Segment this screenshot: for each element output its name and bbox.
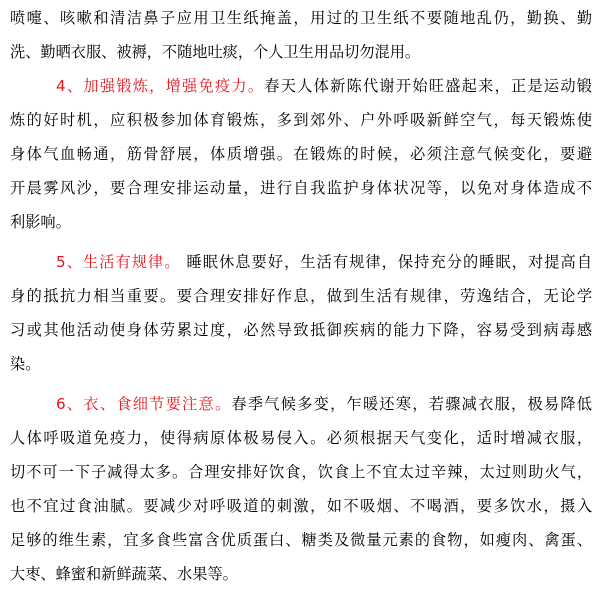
line-text: 炼的好时机，应积极参加体育锻炼，多到郊外、户外呼吸新鲜空气，每天锻炼使	[10, 111, 592, 129]
text-line	[10, 352, 592, 376]
line-text: 睡眠休息要好，生活有规律，保持充分的睡眠，对提高自	[180, 253, 592, 271]
section-heading: 4、加强锻炼，增强免疫力。	[56, 77, 265, 95]
text-line	[10, 528, 592, 552]
line-text: 足够的维生素，宜多食些富含优质蛋白、糖类及微量元素的食物，如瘦肉、禽蛋、	[10, 531, 592, 549]
line-text: 春天人体新陈代谢开始旺盛起来，正是运动锻	[264, 77, 592, 95]
line-text: 春季气候多变，乍暖还寒，若骤减衣服，极易降低	[231, 395, 592, 413]
text-line	[56, 392, 592, 416]
section-heading: 5、生活有规律。	[56, 253, 181, 271]
line-text: 习或其他活动使身体劳累过度，必然导致抵御疾病的能力下降，容易受到病毒感	[10, 321, 592, 339]
line-text: 也不宜过食油腻。要减少对呼吸道的刺激，如不吸烟、不喝酒，要多饮水，摄入	[10, 497, 592, 515]
line-text: 洗、勤晒衣服、被褥，不随地吐痰，个人卫生用品切勿混用。	[10, 43, 421, 61]
line-text: 利影响。	[10, 213, 71, 231]
line-text: 切不可一下子减得太多。合理安排好饮食，饮食上不宜太过辛辣，太过则助火气，	[10, 463, 592, 481]
text-line	[10, 210, 592, 234]
line-text: 开晨雾风沙，要合理安排运动量，进行自我监护身体状况等，以免对身体造成不	[10, 179, 592, 197]
line-text: 大枣、蜂蜜和新鲜蔬菜、水果等。	[10, 565, 238, 583]
line-text: 染。	[10, 355, 41, 373]
text-line	[10, 108, 592, 132]
text-line	[10, 142, 592, 166]
line-text: 身的抵抗力相当重要。要合理安排好作息，做到生活有规律，劳逸结合，无论学	[10, 287, 592, 305]
text-line	[10, 176, 592, 200]
text-line	[10, 426, 592, 450]
text-line	[56, 250, 592, 274]
line-text: 人体呼吸道免疫力，使得病原体极易侵入。必须根据天气变化，适时增减衣服，	[10, 429, 592, 447]
section-heading: 6、衣、食细节要注意。	[56, 395, 232, 413]
text-line	[56, 74, 592, 98]
text-line	[10, 494, 592, 518]
text-line	[10, 562, 592, 586]
line-text: 喷嚏、咳嗽和清洁鼻子应用卫生纸掩盖，用过的卫生纸不要随地乱仍，勤换、勤	[10, 9, 592, 27]
text-line	[10, 6, 592, 30]
text-line	[10, 460, 592, 484]
text-line	[10, 40, 592, 64]
text-line	[10, 318, 592, 342]
text-line	[10, 284, 592, 308]
line-text: 身体气血畅通，筋骨舒展，体质增强。在锻炼的时候，必须注意气候变化，要避	[10, 145, 592, 163]
